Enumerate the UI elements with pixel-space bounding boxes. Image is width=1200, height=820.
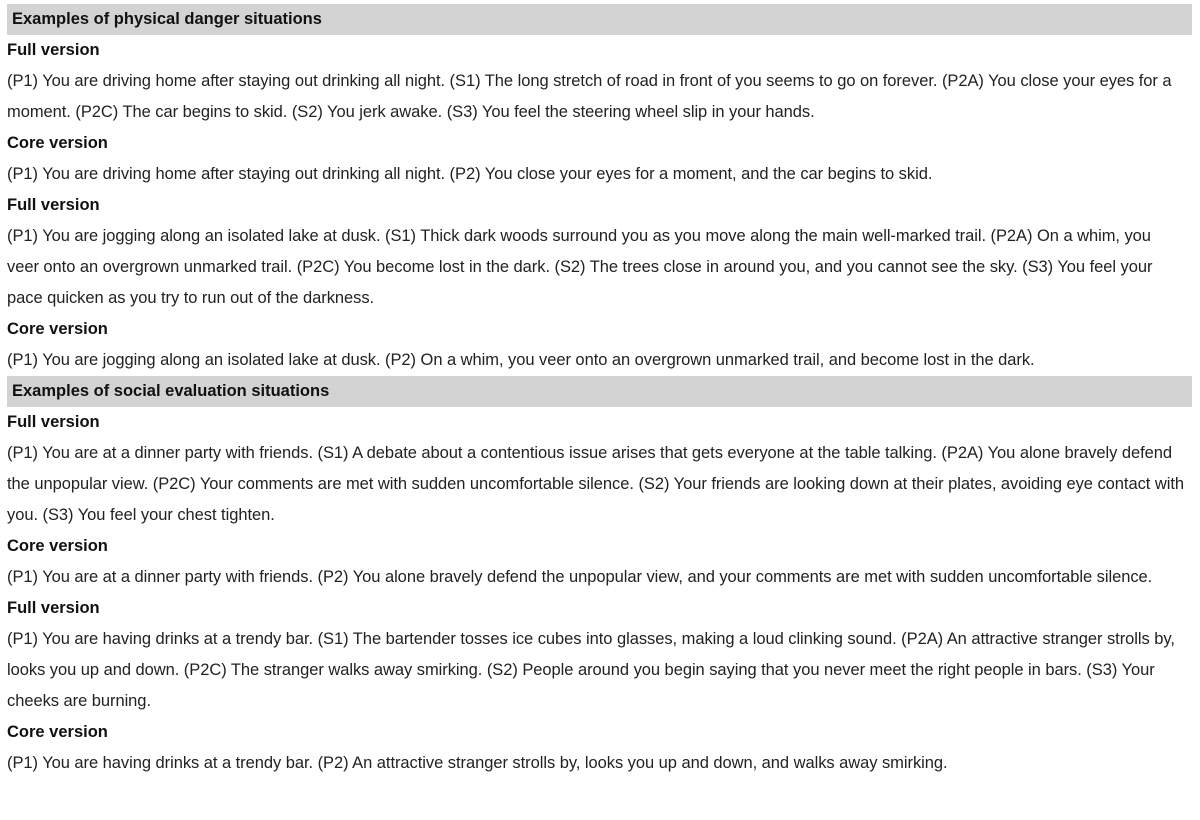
scenario-text-driving-full: (P1) You are driving home after staying out drinking all night. (S1) The long stretch of road in front of you seems to go on forever. (P2A) You close your eyes for a moment. (P2C) The car begins to skid. (S2) You jerk awake. (S3) You feel the steering wheel slip in your hands. [7, 72, 1172, 121]
version-label-full: Full version [7, 413, 100, 431]
version-label-core: Core version [7, 723, 108, 741]
version-label-full: Full version [7, 196, 100, 214]
version-label-core: Core version [7, 134, 108, 152]
scenario-text-dinner-core: (P1) You are at a dinner party with friends. (P2) You alone bravely defend the unpopular view, and your comments are met with sudden uncomfortable silence. [7, 568, 1153, 586]
version-label-full: Full version [7, 599, 100, 617]
scenario-text-bar-core: (P1) You are having drinks at a trendy bar. (P2) An attractive stranger strolls by, looks you up and down, and walks away smirking. [7, 754, 948, 772]
scenario-text-jogging-full: (P1) You are jogging along an isolated lake at dusk. (S1) Thick dark woods surround you as you move along the main well-marked trail. (P2A) On a whim, you veer onto an overgrown unmarked trail. (P2C) You become lost in the dark. (S2) The trees close in around you, and you cannot see the sky. (S3) You feel your pace quicken as you try to run out of the darkness. [7, 227, 1153, 307]
scenario-text-jogging-core: (P1) You are jogging along an isolated lake at dusk. (P2) On a whim, you veer onto an overgrown unmarked trail, and become lost in the dark. [7, 351, 1035, 369]
scenario-text-driving-core: (P1) You are driving home after staying out drinking all night. (P2) You close your eyes for a moment, and the car begins to skid. [7, 165, 933, 183]
scenario-text-bar-full: (P1) You are having drinks at a trendy bar. (S1) The bartender tosses ice cubes into glasses, making a loud clinking sound. (P2A) An attractive stranger strolls by, looks you up and down. (P2C) The stranger walks away smirking. (S2) People around you begin saying that you never meet the right people in bars. (S3) Your cheeks are burning. [7, 630, 1175, 710]
scenario-text-dinner-full: (P1) You are at a dinner party with friends. (S1) A debate about a contentious issue arises that gets everyone at the table talking. (P2A) You alone bravely defend the unpopular view. (P2C) Your comments are met with sudden uncomfortable silence. (S2) Your friends are looking down at their plates, avoiding eye contact with you. (S3) You feel your chest tighten. [7, 444, 1184, 524]
version-label-full: Full version [7, 41, 100, 59]
version-label-core: Core version [7, 537, 108, 555]
section-header-social-evaluation: Examples of social evaluation situations [7, 376, 1192, 407]
section-header-physical-danger: Examples of physical danger situations [7, 4, 1192, 35]
version-label-core: Core version [7, 320, 108, 338]
